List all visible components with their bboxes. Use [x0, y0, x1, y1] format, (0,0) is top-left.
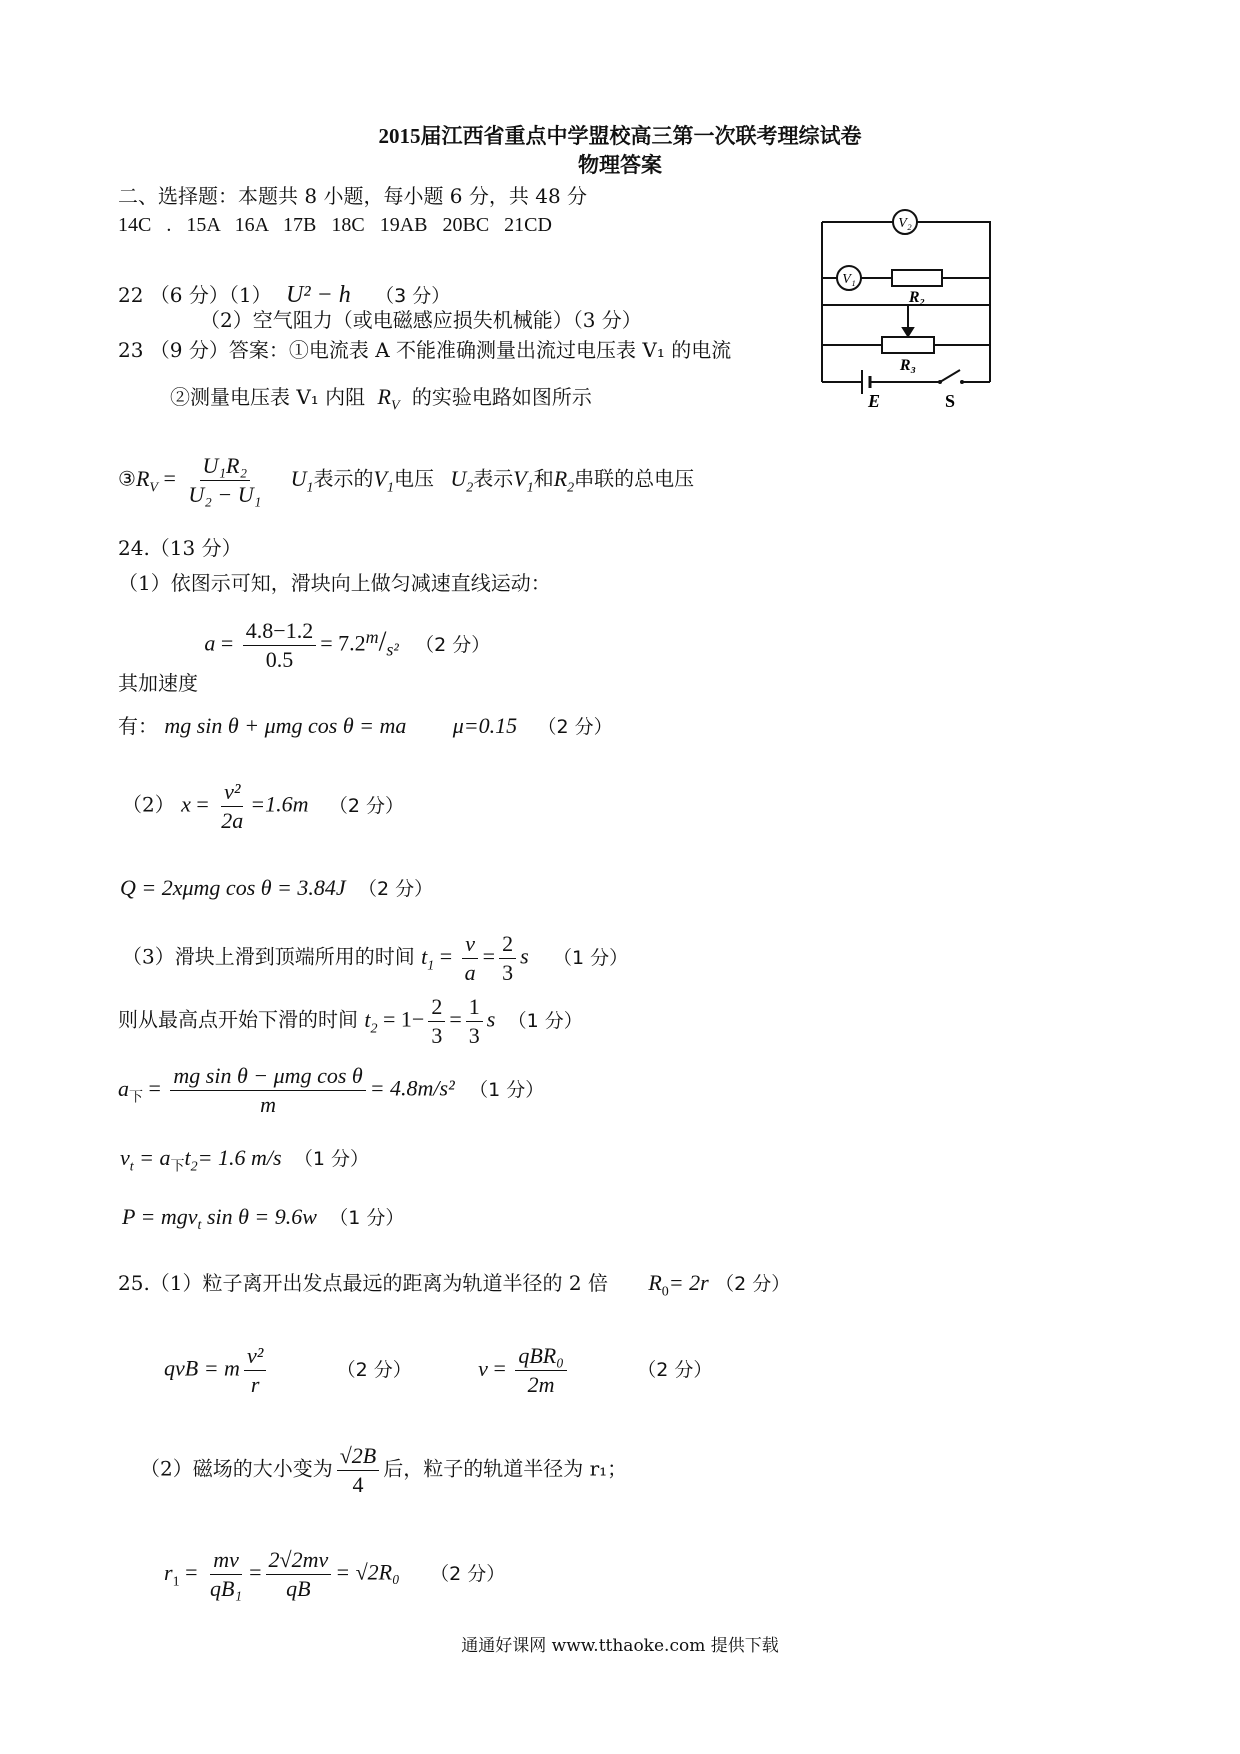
q24-t1-2: 2 — [499, 930, 516, 959]
q25-qvb-den: r — [250, 1371, 260, 1397]
q25-b-den: 4 — [352, 1471, 364, 1497]
q24-x: （2） x = $\frac{\text{v²}}{2a}$ =1.6m （2 分） — [122, 779, 405, 833]
q23-frac-num: U₁R₂ — [200, 452, 251, 481]
q24-acc-pts: （2 分） — [415, 633, 491, 656]
r3-label: R₃ — [899, 357, 917, 374]
q24-head: 24.（13 分） — [118, 536, 242, 560]
q25-qvb: qvB = m $\frac{\text{v²}}{r}$ （2 分） v = $\frac{\text{qBR₀}}{2m}$ （2 分） — [164, 1343, 713, 1397]
q25-qvb-pts: （2 分） — [336, 1358, 412, 1381]
q25-v-fraction — [515, 1342, 567, 1398]
q25-b-num: √2B — [337, 1442, 380, 1471]
q24-eq1-pts: （2 分） — [537, 716, 613, 738]
q24-t2-3a: 3 — [431, 1022, 443, 1048]
q24-adown: $a_下$ = $\frac{\text{mg sin θ − μmg cos θ}}{m}$ = 4.8m/s² （1 分） — [118, 1063, 545, 1117]
q24-t2-3b: 3 — [468, 1022, 480, 1048]
v1-label: V₁ — [842, 272, 856, 287]
footer: 通通好课网 www.tthaoke.com 提供下载 — [461, 1636, 779, 1656]
q24-t2-1b: 1 — [466, 993, 483, 1022]
q23-fraction — [185, 452, 264, 508]
q24-x-num: v² — [221, 778, 243, 807]
q24-q-pts: （2 分） — [358, 878, 434, 900]
q23-r2: $R_2$ — [553, 465, 575, 495]
q23-line1: 23 （9 分）答案：①电流表 A 不能准确测量出流过电压表 V₁ 的电流 — [118, 338, 732, 362]
q25-line2 — [140, 1442, 627, 1498]
section2-answers: 14C . 15A 16A 17B 18C 19AB 20BC 21CD — [118, 214, 552, 236]
circuit-diagram — [810, 200, 1000, 410]
q24-t2-text: 则从最高点开始下滑的时间 — [118, 1007, 358, 1032]
q24-p: P = mgv$_t$ sin θ = 9.6w （1 分） — [122, 1204, 405, 1233]
q23-line2 — [170, 386, 592, 413]
q23-line2-post: 的实验电路如图所示 — [411, 385, 592, 409]
q24-t2-pts: （1 分） — [507, 1009, 583, 1032]
q25-r1-num1: mv — [210, 1546, 242, 1575]
q23-v1b: $V_1$ — [513, 465, 534, 495]
q22-label: 22 （6 分）（1） — [118, 283, 272, 307]
q25-r1-den2: qB — [286, 1575, 311, 1601]
q24-vt: $v_t = a_下t_2= 1.6$ m/s （1 分） — [120, 1145, 370, 1175]
q24-q-eq: Q = 2xμmg cos θ = 3.84J — [120, 875, 346, 900]
e-label: E — [867, 391, 881, 410]
q23-formula-prefix: ③ — [118, 466, 136, 491]
switch-lever — [940, 370, 960, 382]
q25-line1-pts: （2 分） — [715, 1273, 791, 1295]
q25-r1: $r_1$ = $\frac{mv}{\text{qB₁}}$ = $\frac{2√2mv}{qB}$ = √2R₀ （2 分） — [164, 1547, 506, 1601]
q24-t2-2: 2 — [428, 993, 445, 1022]
q24-acc-unit-den: s² — [386, 639, 399, 660]
q25-r1-res: = √2R₀ — [335, 1559, 400, 1585]
q23-formula: $③R_V$ = $\frac{\text{U₁R₂}}{\text{U₂ − U₁}}$ $U_1$表示的$V_1$电压 $U_2$表示$V_1$和$R_2$串联的总电压 — [118, 453, 695, 507]
q24-t1-3: 3 — [502, 959, 514, 985]
q24-t1-v: v — [462, 930, 478, 959]
q23-rv-lhs: $R_V$ — [135, 465, 158, 495]
r2-label: R₂ — [908, 289, 926, 306]
q25-line2-pre: （2）磁场的大小变为 — [140, 1456, 333, 1481]
s-label: S — [944, 391, 956, 410]
q24-eq1-label: 有： — [118, 714, 158, 738]
q24-t1-frac2 — [499, 930, 516, 986]
q24-eq1 — [118, 715, 613, 737]
q23-rv: $R_V$ — [377, 384, 400, 414]
q25-qvb-num: v² — [244, 1342, 266, 1371]
q25-r1-num2: 2√2mv — [266, 1546, 332, 1575]
q25-line1: 25.（1）粒子离开出发点最远的距离为轨道半径的 2 倍 $R_0= 2r$ （2 分） — [118, 1270, 791, 1300]
q24-adown-res: = 4.8m/s² — [369, 1075, 455, 1101]
q23-desc3: 表示 — [473, 466, 514, 491]
q24-acc-den: 0.5 — [265, 646, 294, 672]
page-subtitle: 物理答案 — [578, 153, 662, 177]
q25-v-num: qBR₀ — [515, 1342, 567, 1371]
q23-v1: $V_1$ — [373, 465, 394, 495]
r3-rheostat — [882, 337, 934, 353]
q23-desc4: 和 — [533, 466, 554, 491]
q24-a-symbol: a — [204, 630, 216, 656]
q24-acc-num: 4.8−1.2 — [243, 617, 316, 646]
q23-u2: $U_2$ — [450, 465, 474, 495]
q23-u1: $U_1$ — [290, 465, 314, 495]
q25-r1-frac2 — [266, 1546, 332, 1602]
q24-acc-unit-num: m — [365, 626, 379, 647]
q23-frac-den: U₂ − U₁ — [188, 481, 262, 507]
q24-x-pts: （2 分） — [328, 794, 405, 817]
q24-p1: （1）依图示可知，滑块向上做匀减速直线运动： — [118, 571, 551, 595]
q22-line2: （2）空气阻力（或电磁感应损失机械能）（3 分） — [200, 308, 642, 332]
q24-t1: （3）滑块上滑到顶端所用的时间 $t_1$ = $\frac{v}{a}$ = $\frac{2}{3}$ s （1 分） — [122, 931, 629, 985]
q24-adown-fraction — [170, 1062, 365, 1118]
q24-acc-label: 其加速度 — [118, 671, 198, 695]
q24-eq1-expr: mg sin θ + μmg cos θ = ma — [164, 713, 407, 738]
q24-acc-res: = 7.2 — [320, 630, 366, 656]
q23-desc1: 表示的 — [313, 466, 374, 491]
q25-qvb-fraction — [244, 1342, 266, 1398]
q24-acc: 其加速度 a = $\frac{4.8-1.2}{0.5}$ = 7.2m/s² （2 分） — [118, 618, 491, 695]
q24-t2-frac1 — [428, 993, 445, 1049]
q22-expr: U² − h — [285, 282, 351, 308]
q24-t1-a: a — [464, 959, 476, 985]
q25-b-fraction — [337, 1442, 380, 1498]
q24-adown-pts: （1 分） — [469, 1078, 545, 1101]
q23-desc5: 串联的总电压 — [574, 466, 695, 491]
q24-p3-text: （3）滑块上滑到顶端所用的时间 — [122, 944, 415, 969]
page-title: 2015届江西省重点中学盟校高三第一次联考理综试卷 — [378, 124, 862, 148]
r2-resistor — [892, 270, 942, 286]
q24-x-den: 2a — [221, 807, 244, 833]
q24-t2: 则从最高点开始下滑的时间 $t_2 = 1-$ $\frac{2}{3}$ = $\frac{1}{3}$ s （1 分） — [118, 994, 583, 1048]
q24-x-fraction — [218, 778, 246, 834]
q24-p-pts: （1 分） — [329, 1207, 405, 1229]
q24-adown-num: mg sin θ − μmg cos θ — [170, 1062, 365, 1091]
q25-v-pts: （2 分） — [637, 1358, 713, 1381]
q24-t1-pts: （1 分） — [552, 946, 629, 969]
q25-r1-den1: qB₁ — [209, 1575, 243, 1601]
q22-line1 — [118, 283, 450, 307]
q24-mu: μ=0.15 — [452, 713, 518, 738]
q25-r1-frac1 — [207, 1546, 245, 1602]
section2-heading: 二、选择题：本题共 8 小题，每小题 6 分，共 48 分 — [118, 184, 588, 208]
q24-vt-eq: = 1.6 m/s — [197, 1145, 282, 1170]
q24-vt-pts: （1 分） — [293, 1148, 370, 1170]
q25-line2-post: 后，粒子的轨道半径为 r₁； — [383, 1456, 628, 1481]
q24-t2-1: 1 — [400, 1006, 412, 1032]
v2-label: V₂ — [898, 216, 912, 231]
q24-p-eq: P = mgv — [122, 1204, 198, 1229]
q24-p-res: sin θ = 9.6w — [206, 1204, 317, 1229]
q24-x-res: =1.6m — [250, 791, 309, 817]
q25-r0: = 2r — [668, 1270, 709, 1295]
q25-line1-text: 25.（1）粒子离开出发点最远的距离为轨道半径的 2 倍 — [118, 1271, 608, 1295]
q25-r1-pts: （2 分） — [430, 1562, 506, 1585]
q23-desc2: 电压 — [394, 466, 434, 491]
q24-acc-fraction — [243, 617, 316, 673]
q24-adown-den: m — [260, 1091, 276, 1117]
q24-t2-frac2 — [466, 993, 483, 1049]
q22-pts1: （3 分） — [375, 285, 451, 307]
q24-t1-frac1 — [462, 930, 479, 986]
q24-p2-label: （2） — [122, 792, 175, 817]
q25-v-den: 2m — [527, 1371, 555, 1397]
q23-line2-pre: ②测量电压表 V₁ 内阻 — [170, 385, 366, 409]
q24-q — [120, 877, 433, 899]
